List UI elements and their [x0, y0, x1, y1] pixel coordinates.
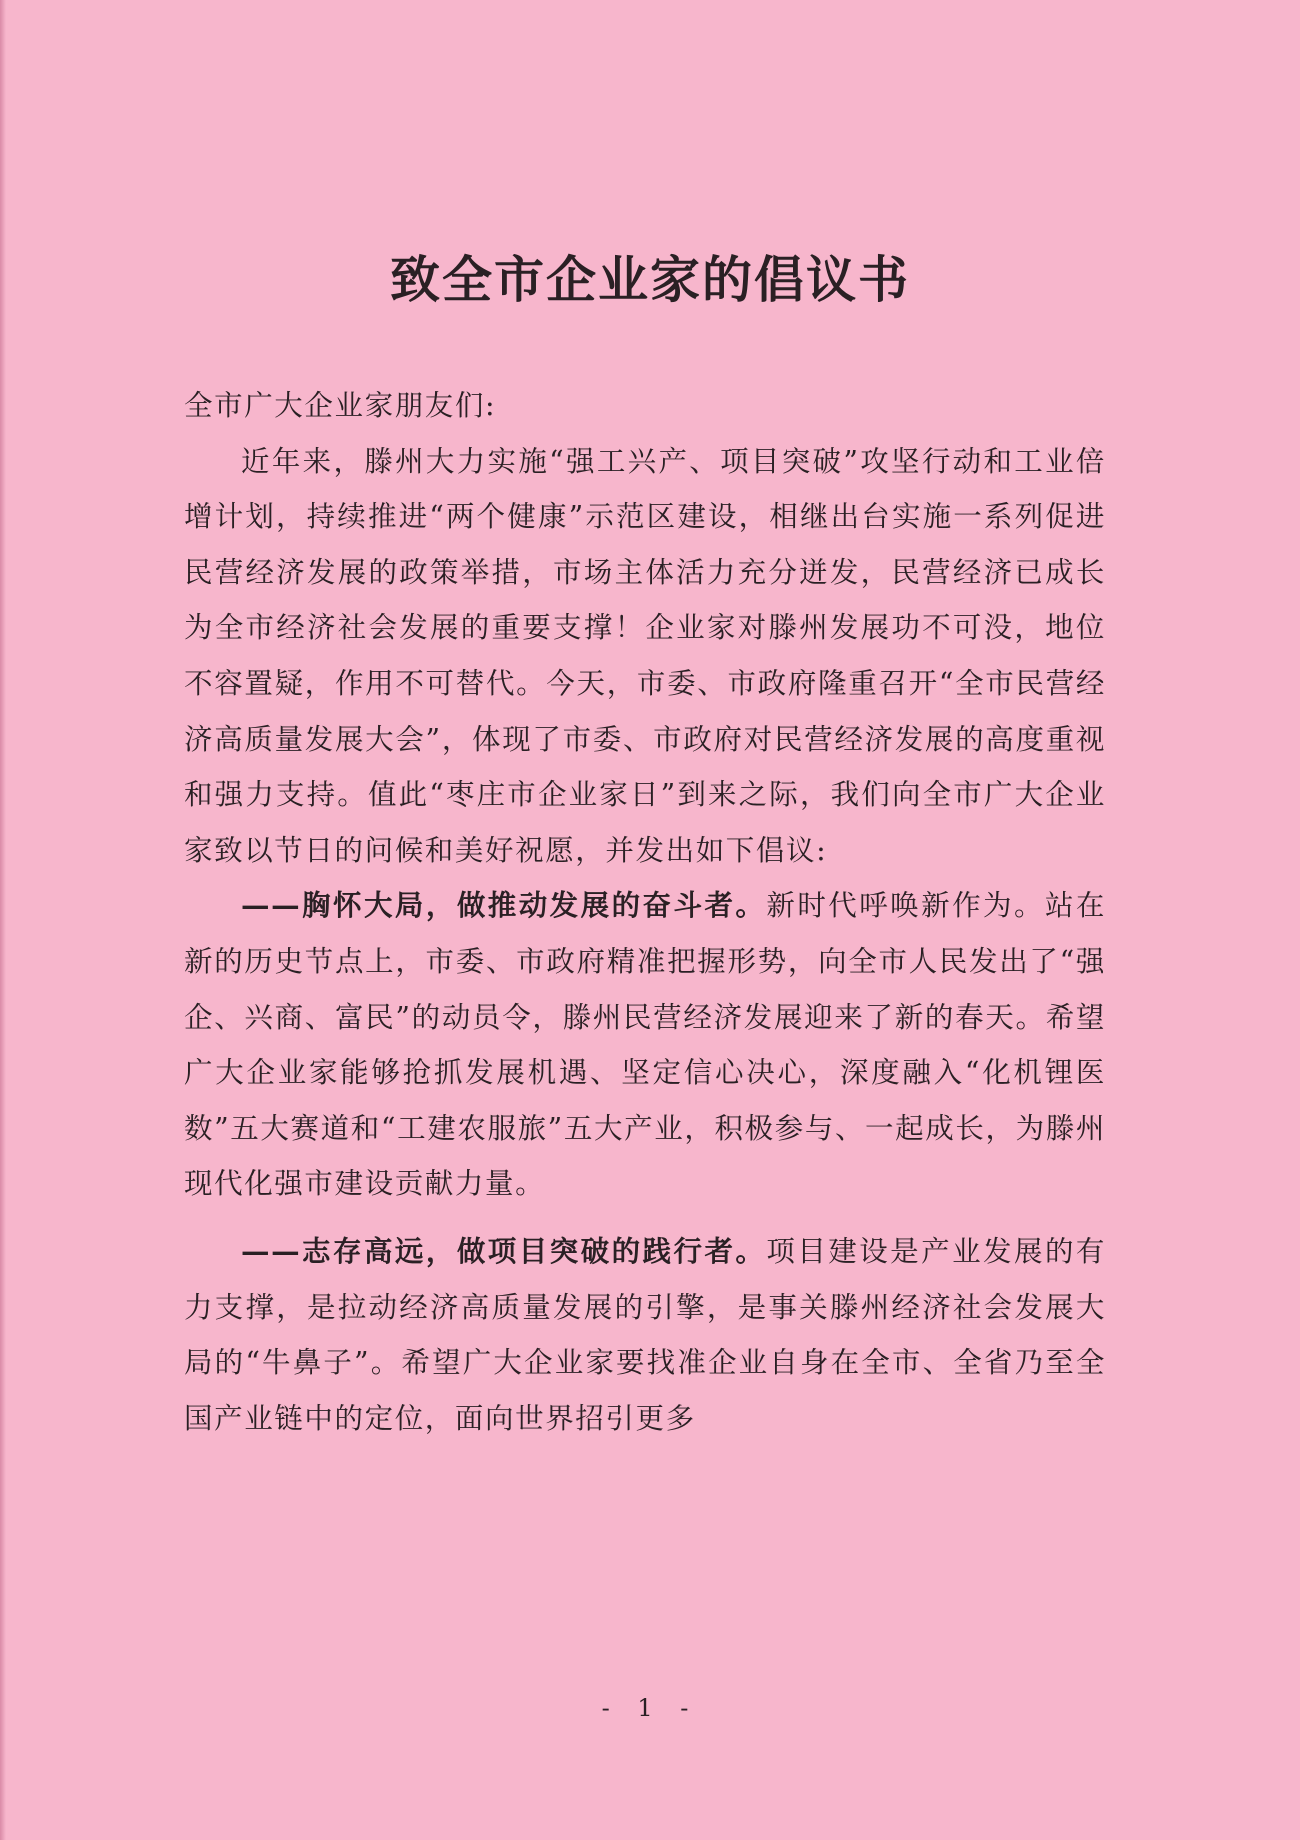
paragraph-text: 近年来，滕州大力实施“强工兴产、项目突破”攻坚行动和工业倍增计划，持续推进“两个健康”示范区建设，相继出台实施一系列促进民营经济发展的政策举措，市场主体活力充分迸发，民营经济已成长为全市经济社会发展的重要支撑！企业家对滕州发展功不可没，地位不容置疑，作用不可替代。今天，市委、市政府隆重召开“全市民营经济高质量发展大会”，体现了市委、市政府对民营经济发展的高度重视和强力支持。值此“枣庄市企业家日”到来之际，我们向全市广大企业家致以节日的问候和美好祝愿，并发出如下倡议:	[184, 444, 1106, 867]
paragraph-initiative-2	[184, 1224, 1106, 1446]
document-body	[184, 378, 1106, 1446]
page-number: - 1 -	[601, 1694, 699, 1722]
paragraph-lead: ——胸怀大局，做推动发展的奋斗者。	[241, 888, 767, 923]
paragraph-intro	[184, 434, 1106, 879]
paragraph-initiative-1	[184, 878, 1106, 1212]
paragraph-lead: ——志存高远，做项目突破的践行者。	[241, 1233, 767, 1268]
paragraph-text: 新时代呼唤新作为。站在新的历史节点上，市委、市政府精准把握形势，向全市人民发出了“强企、兴商、富民”的动员令，滕州民营经济发展迎来了新的春天。希望广大企业家能够抢抓发展机遇、坚定信心决心，深度融入“化机锂医数”五大赛道和“工建农服旅”五大产业，积极参与、一起成长，为滕州现代化强市建设贡献力量。	[184, 889, 1106, 1201]
document-title: 致全市企业家的倡议书	[390, 250, 910, 309]
salutation: 全市广大企业家朋友们:	[184, 389, 497, 422]
paragraph-text: 项目建设是产业发展的有力支撑，是拉动经济高质量发展的引擎，是事关滕州经济社会发展大局的“牛鼻子”。希望广大企业家要找准企业自身在全市、全省乃至全国产业链中的定位，面向世界招引更多	[184, 1234, 1106, 1435]
